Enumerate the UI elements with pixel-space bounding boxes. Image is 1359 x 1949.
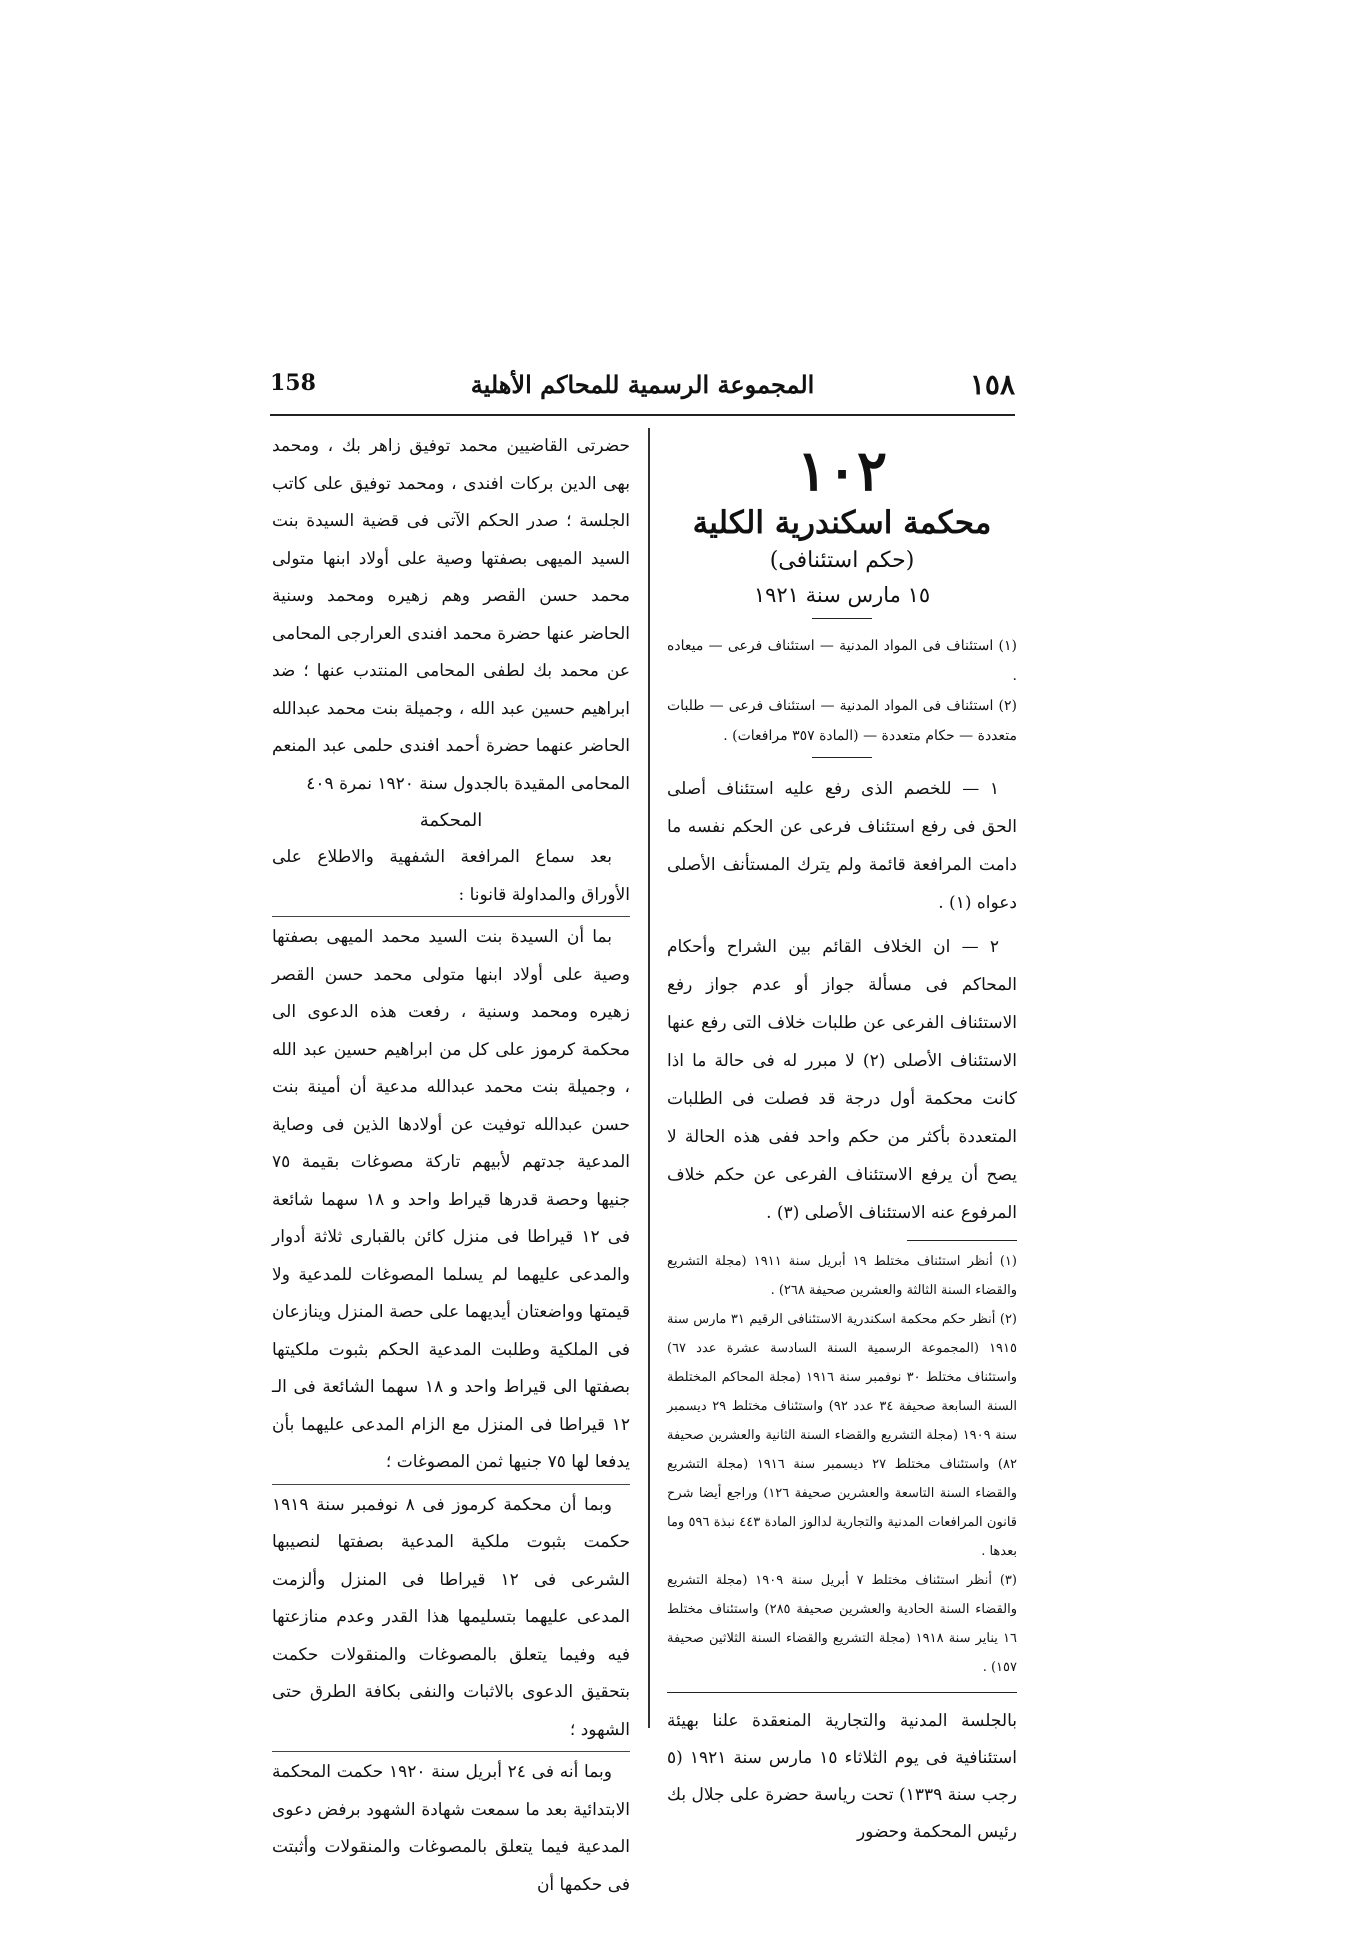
paragraph-rule xyxy=(272,1484,630,1485)
court-heading: المحکمة xyxy=(419,810,483,831)
footnote: (٢) أنظر حکم محکمة اسکندریة الاستئنافی الرقیم ٣١ مارس سنة ١٩١٥ (المجموعة الرسمیة السنة السادسة عشرة عدد ٦٧) واستئناف مختلط ٣٠ نوفمبر سنة ١٩١٦ (مجلة المحاکم المختلطة السنة السابعة صحیفة ٣٤ عدد ٩٢) واستئناف مختلط ٢٩ دیسمبر سنة ١٩٠٩ (مجلة التشریع والقضاء السنة الثانیة والعشرین صحیفة ٨٢) واستئناف مختلط ٢٧ دیسمبر سنة ١٩١٦ (مجلة التشریع والقضاء السنة التاسعة والعشرین صحیفة ١٢٦) وراجع أیضا شرح قانون المرافعات المدنیة والتجاریة لدالوز المادة ٤٤٣ نبذة ٥٩٦ وما بعدها . xyxy=(667,1312,1017,1559)
body-paragraph: وبما أنه فی ٢٤ أبریل سنة ١٩٢٠ حکمت المحکمة الابتدائیة بعد ما سمعت شهادة الشهود برفض دعوی المدعیة فیما یتعلق بالمصوغات والمنقولات وأثبتت فی حکمها أن xyxy=(272,1762,630,1895)
footnote-rule xyxy=(907,1240,1017,1241)
legal-principle: ٢ — ان الخلاف القائم بین الشراح وأحکام المحاکم فی مسألة جواز أو عدم جواز رفع الاستئناف الفرعی عن طلبات خلاف التی رفع عنها الاستئناف الأصلی (٢) لا مبرر له فی حالة ما اذا کانت محکمة أول درجة قد فصلت فی الطلبات المتعددة بأکثر من حکم واحد ففی هذه الحالة لا یصح أن یرفع الاستئناف الفرعی عن حکم خلاف المرفوع عنه الاستئناف الأصلی (٣) . xyxy=(667,937,1017,1223)
running-title: المجموعة الرسمية للمحاكم الأهلية xyxy=(470,370,815,399)
paragraph-rule xyxy=(272,1751,630,1752)
right-column xyxy=(667,440,1017,1851)
ruling-date: ١٥ مارس سنة ١٩٢١ xyxy=(753,583,931,607)
footnote: (٣) أنظر استئناف مختلط ٧ أبریل سنة ١٩٠٩ (مجلة التشریع والقضاء السنة الحادیة والعشرین صحیفة ٢٨٥) واستئناف مختلط ١٦ ینایر سنة ١٩١٨ (مجلة التشریع والقضاء السنة الثلاثین صحیفة ١٥٧) . xyxy=(667,1573,1018,1675)
body-paragraph: بما أن السیدة بنت السید محمد المیهی بصفتها وصیة علی أولاد ابنها متولی محمد حسن القصر زهیره ومحمد وسنیة ، رفعت هذه الدعوی الی محکمة کرموز علی کل من ابراهیم حسین عبد الله ، وجمیلة بنت محمد عبدالله مدعیة أن أمینة بنت حسن عبدالله توفیت عن أولادها الذین فی وصایة المدعیة جدتهم لأبیهم تارکة مصوغات بقیمة ٧٥ جنیها وحصة قدرها قیراط واحد و ١٨ سهما شائعة فی ١٢ قیراطا فی منزل کائن بالقباری ثلاثة أدوار والمدعی علیهما لم یسلما المصوغات للمدعیة ولا قیمتها وواضعتان أیدیهما علی حصة المنزل وینازعان فی الملکیة وطلبت المدعیة الحکم بثبوت ملکیتها بصفتها الی قیراط واحد و ١٨ سهما الشائعة فی الـ ١٢ قیراطا فی المنزل مع الزام المدعی علیهما بأن یدفعا لها ٧٥ جنیها ثمن المصوغات ؛ xyxy=(272,927,630,1472)
page-number-arabic: ١٥٨ xyxy=(969,368,1015,401)
parties-paragraph: حضرتی القاضیین محمد توفیق زاهر بك ، ومحمد بهی الدین برکات افندی ، ومحمد توفیق علی کاتب الجلسة ؛ صدر الحکم الآتی فی قضیة السیدة بنت السید المیهی بصفتها وصیة علی أولاد ابنها متولی محمد حسن القصر وهم زهیره ومحمد وسنیة الحاضر عنها حضرة محمد افندی العرارجی المحامی عن محمد بك لطفی المحامی المنتدب عنها ؛ ضد ابراهیم حسین عبد الله ، وجمیلة بنت محمد عبدالله الحاضر عنهما حضرة أحمد افندی حلمی عبد المنعم المحامی المقیدة بالجدول سنة ١٩٢٠ نمرة ٤٠٩ xyxy=(272,436,630,794)
case-number: ١٠٢ xyxy=(796,438,888,504)
left-column xyxy=(272,428,630,1904)
column-divider xyxy=(648,428,650,1728)
body-paragraph: وبما أن محکمة کرموز فی ٨ نوفمبر سنة ١٩١٩ حکمت بثبوت ملکیة المدعیة بصفتها لنصیبها الشرعی فی ١٢ قیراطا فی المنزل وألزمت المدعی علیهما بتسلیمها هذا القدر وعدم منازعتها فیه وفیما یتعلق بالمصوغات والمنقولات حکمت بتحقیق الدعوی بالاثبات والنفی بکافة الطرق حتی الشهود ؛ xyxy=(272,1494,630,1740)
keyword-line: (١) استئناف فی المواد المدنیة — استئناف فرعی — میعاده . xyxy=(667,638,1017,684)
paragraph-rule xyxy=(272,916,630,917)
court-name: محكمة اسكندرية الكلية xyxy=(692,505,992,541)
session-paragraph: بالجلسة المدنیة والتجاریة المنعقدة علنا بهیئة استئنافیة فی یوم الثلاثاء ١٥ مارس سنة ١٩٢١ (٥ رجب سنة ١٣٣٩) تحت رياسة حضرة علی جلال بك رئیس المحکمة وحضور xyxy=(667,1711,1017,1842)
legal-principle: ١ — للخصم الذی رفع علیه استئناف أصلی الحق فی رفع استئناف فرعی عن الحکم نفسه ما دامت المرافعة قائمة ولم یترك المستأنف الأصلی دعواه (١) . xyxy=(667,779,1017,913)
opening-paragraph: بعد سماع المرافعة الشفهیة والاطلاع علی الأوراق والمداولة قانونا : xyxy=(272,847,630,905)
footnote: (١) أنظر استئناف مختلط ١٩ أبریل سنة ١٩١١ (مجلة التشریع والقضاء السنة الثالثة والعشرین صحیفة ٢٦٨) . xyxy=(667,1254,1017,1298)
page-number-latin: 158 xyxy=(270,370,316,396)
ruling-type: (حكم استئنافی) xyxy=(769,548,915,573)
section-rule xyxy=(812,618,872,619)
section-rule xyxy=(812,757,872,758)
header-rule xyxy=(270,414,1015,416)
page-header xyxy=(270,368,1015,412)
keyword-line: (٢) استئناف فی المواد المدنیة — استئناف فرعی — طلبات متعددة — حکام متعددة — (المادة ٣٥٧ مرافعات) . xyxy=(667,698,1017,744)
session-rule xyxy=(667,1692,1017,1693)
